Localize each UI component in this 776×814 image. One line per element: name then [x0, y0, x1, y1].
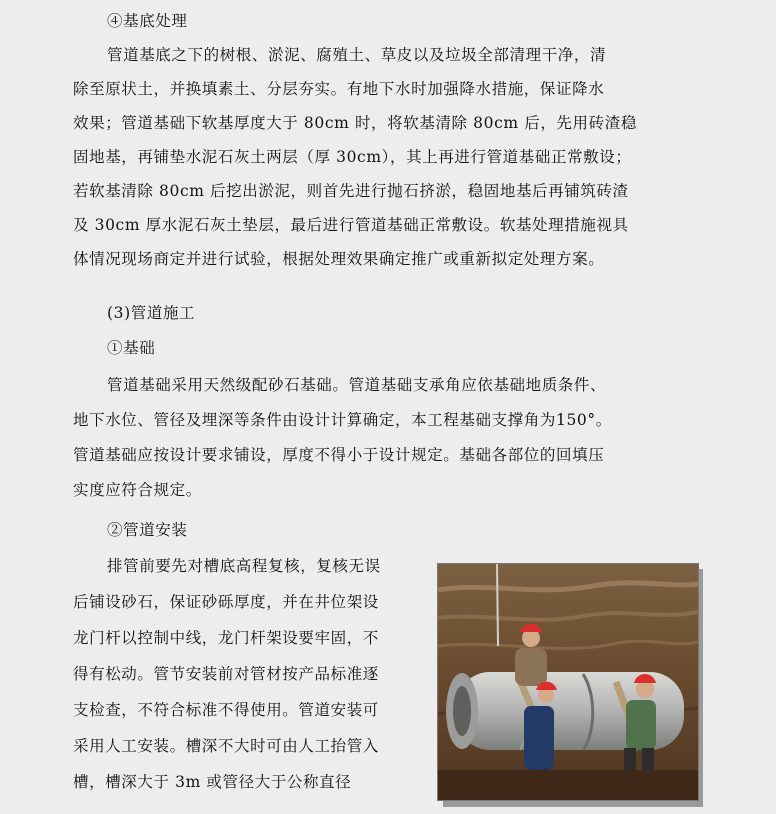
paragraph-line: 固地基，再铺垫水泥石灰土两层（厚 30cm），其上再进行管道基础正常敷设； [73, 148, 632, 166]
paragraph-line: 排管前要先对槽底高程复核，复核无误 [107, 557, 381, 575]
paragraph-line: 槽，槽深大于 3m 或管径大于公称直径 [73, 773, 352, 791]
paragraph-line: 及 30cm 厚水泥石灰土垫层，最后进行管道基础正常敷设。软基处理措施视具 [73, 216, 629, 234]
pipe-installation-photo [437, 563, 699, 801]
paragraph-line: 得有松动。管节安装前对管材按产品标准逐 [73, 665, 379, 683]
paragraph-line: 龙门杆以控制中线，龙门杆架设要牢固，不 [73, 629, 379, 647]
heading-foundation: ①基础 [107, 339, 156, 357]
paragraph-line: 后铺设砂石，保证砂砾厚度，并在井位架设 [73, 593, 379, 611]
paragraph-line: 效果；管道基础下软基厚度大于 80cm 时，将软基清除 80cm 后，先用砖渣稳 [73, 114, 637, 132]
paragraph-line: 支检查，不符合标准不得使用。管道安装可 [73, 701, 379, 719]
paragraph-line: 体情况现场商定并进行试验，根据处理效果确定推广或重新拟定处理方案。 [73, 250, 605, 268]
heading-pipe-construction: (3)管道施工 [107, 304, 196, 322]
photo-illustration [438, 564, 698, 800]
paragraph-line: 采用人工安装。槽深不大时可由人工抬管入 [73, 737, 379, 755]
paragraph-line: 若软基清除 80cm 后挖出淤泥，则首先进行抛石挤淤，稳固地基后再铺筑砖渣 [73, 182, 629, 200]
paragraph-line: 管道基础采用天然级配砂石基础。管道基础支承角应依基础地质条件、 [107, 376, 607, 394]
heading-base-treatment: ④基底处理 [107, 12, 188, 30]
paragraph-line: 管道基础应按设计要求铺设，厚度不得小于设计规定。基础各部位的回填压 [73, 446, 605, 464]
paragraph-line: 地下水位、管径及埋深等条件由设计计算确定，本工程基础支撑角为150°。 [73, 411, 612, 429]
paragraph-line: 管道基底之下的树根、淤泥、腐殖土、草皮以及垃圾全部清理干净，清 [107, 46, 607, 64]
heading-pipe-installation: ②管道安装 [107, 521, 188, 539]
paragraph-line: 除至原状土，并换填素土、分层夯实。有地下水时加强降水措施，保证降水 [73, 80, 605, 98]
paragraph-line: 实度应符合规定。 [73, 481, 202, 499]
